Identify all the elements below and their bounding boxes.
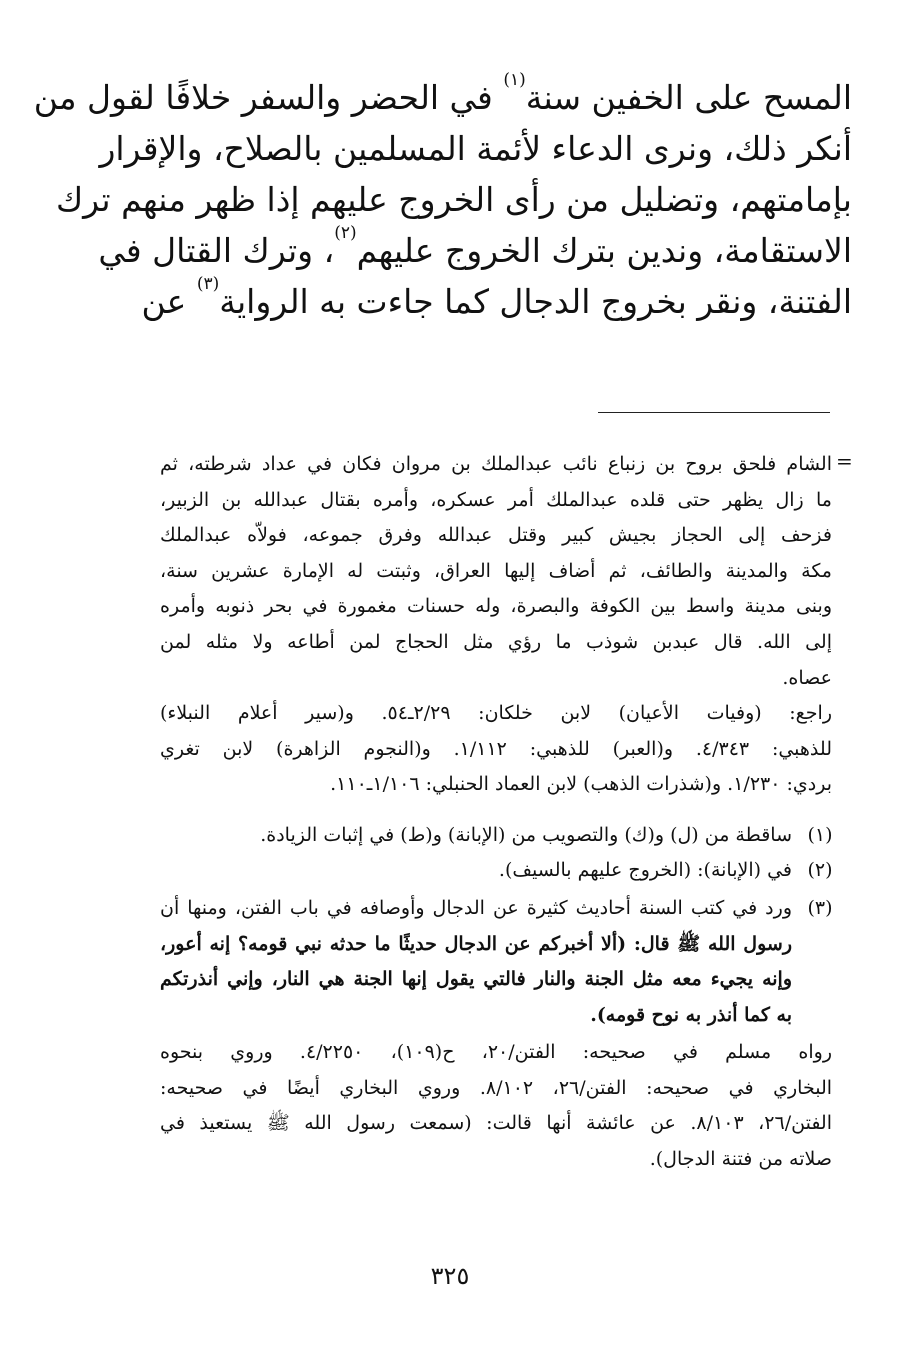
footnote-ref-3[interactable]: (٣)	[196, 274, 220, 294]
footnote-ref-1[interactable]: (١)	[503, 70, 526, 90]
main-line-3: بإمامتهم، وتضليل من رأى الخروج عليهم إذا ظهر منهم ترك	[55, 180, 852, 219]
main-line-4-b: ، وترك القتال في	[98, 231, 335, 270]
main-line-5-a: الفتنة، ونقر بخروج الدجال كما جاءت به الرواية	[219, 282, 852, 321]
footnote-line: به كما أنذر به نوح قومه).	[590, 1003, 792, 1026]
main-line-5-b: عن	[141, 282, 187, 321]
footnote-3	[160, 891, 792, 1033]
page-number: ٣٢٥	[430, 1262, 470, 1290]
footnote-1	[252, 818, 792, 854]
main-text	[33, 70, 852, 327]
footnote-line: ساقطة من (ل) و(ك) والتصويب من (الإبانة) و(ط) في إثبات الزيادة.	[260, 824, 792, 846]
footnote-line: فزحف إلى الحجاز بجيش كبير وقتل عبدالله وفرق جموعه، فولاّه عبدالملك	[160, 524, 832, 547]
footnote-separator	[598, 412, 830, 413]
reference-line: راجع: (وفيات الأعيان) لابن خلكان: ٢/٢٩ـ٥٤. و(سير أعلام النبلاء)	[160, 702, 832, 725]
main-line-4	[98, 223, 852, 276]
main-line-4-a: الاستقامة، وندين بترك الخروج عليهم	[356, 231, 852, 270]
reference-line: بردي: ١/٢٣٠. و(شذرات الذهب) لابن العماد الحنبلي: ١/١٠٦ـ١١٠.	[330, 773, 832, 796]
footnote-marker-3: (٣)	[807, 897, 833, 919]
footnote-line: وبنى مدينة واسط بين الكوفة والبصرة، وله حسنات مغمورة في بحر ذنوبه وأمره	[160, 595, 832, 618]
footnote-line: ورد في كتب السنة أحاديث كثيرة عن الدجال وأوصافه في باب الفتن، ومنها أن	[160, 897, 792, 919]
footnote-line: الشام فلحق بروح بن زنباع نائب عبدالملك بن مروان فكان في عداد شرطته، ثم	[160, 453, 832, 475]
footnote-line: رسول الله ﷺ قال: (ألا أخبركم عن الدجال حديثًا ما حدثه نبي قومه؟ إنه أعور،	[160, 932, 792, 955]
main-line-1-b: في الحضر والسفر خلافًا لقول من	[33, 78, 493, 117]
main-line-1-a: المسح على الخفين سنة	[525, 78, 852, 117]
footnote-line: مكة والمدينة والطائف، ثم أضاف إليها العراق، وثبتت له الإمارة عشرين سنة،	[160, 559, 832, 582]
source-line: رواه مسلم في صحيحه: الفتن/٢٠، ح(١٠٩)، ٤/٢٢٥٠. وروي بنحوه	[160, 1041, 832, 1063]
footnote-line: في (الإبانة): (الخروج عليهم بالسيف).	[498, 859, 792, 881]
reference-line: للذهبي: ٤/٣٤٣. و(العبر) للذهبي: ١/١١٢. و(النجوم الزاهرة) لابن تغري	[160, 737, 832, 760]
source-line: صلاته من فتنة الدجال).	[649, 1147, 832, 1170]
main-line-5	[141, 274, 852, 327]
footnote-line: إلى الله. قال عبدبن شوذب ما رؤي مثل الحجاج لمن أطاعه ولا مثله لمن	[160, 630, 832, 653]
main-line-2: أنكر ذلك، ونرى الدعاء لأئمة المسلمين بالصلاح، والإقرار	[99, 129, 852, 168]
footnote-line: ما زال يظهر حتى قلده عبدالملك أمر عسكره، وأمره بقتال عبدالله بن الزبير،	[160, 488, 832, 511]
source-line: الفتن/٢٦، ٨/١٠٣. عن عائشة أنها قالت: (سمعت رسول الله ﷺ يستعيذ في	[160, 1112, 832, 1135]
main-line-1	[33, 70, 852, 123]
footnote-2	[252, 853, 792, 889]
footnote-line: عصاه.	[782, 666, 832, 689]
footnote-line: وإنه يجيء معه مثل الجنة والنار فالتي يقول إنها الجنة هي النار، وإني أنذرتكم	[160, 968, 792, 991]
footnote-marker-2: (٢)	[807, 859, 833, 881]
footnote-marker-1: (١)	[807, 824, 833, 846]
source-line: البخاري في صحيحه: الفتن/٢٦، ٨/١٠٢. وروي البخاري أيضًا في صحيحه:	[160, 1076, 833, 1099]
footnote-ref-2[interactable]: (٢)	[334, 223, 357, 243]
continuation-marker: =	[836, 449, 853, 473]
footnote-3-sources	[160, 1035, 832, 1177]
continued-footnote	[160, 447, 832, 803]
